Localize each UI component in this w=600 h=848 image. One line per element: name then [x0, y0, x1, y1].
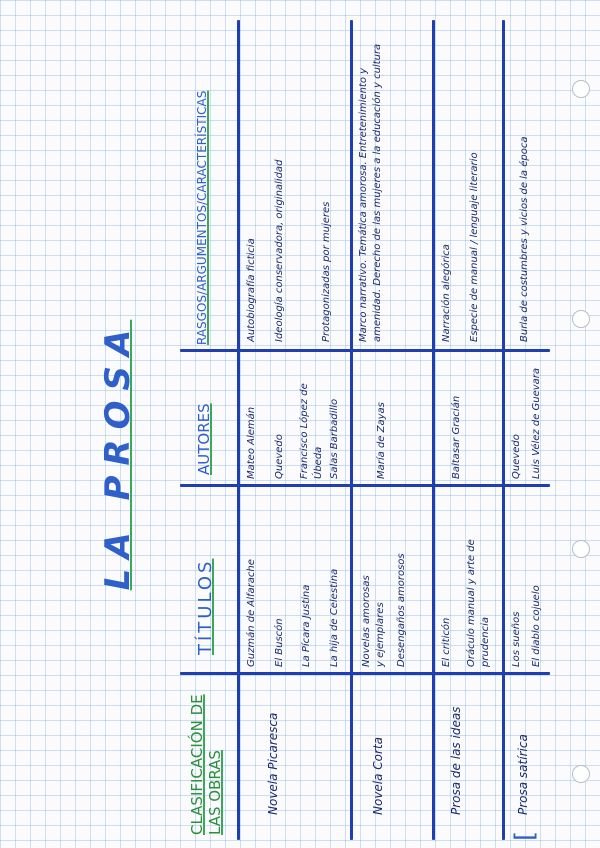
binder-hole [572, 80, 590, 98]
header-clasificacion: CLASIFICACIÓN DE LAS OBRAS [188, 694, 224, 835]
table-cell-rasgos: Marco narrativo. Temática amorosa. Entretenimiento y amenidad. Derecho de las mujeres a la educación y cultura [358, 43, 383, 342]
table-cell-titulo: Guzmán de Alfarache [246, 559, 257, 667]
table-cell-autor: Mateo Alemán [246, 406, 257, 479]
table-cell-titulo: El diablo cojuelo [531, 585, 542, 667]
table-cell-autor: Francisco López de Úbeda [299, 383, 324, 479]
row-divider [350, 20, 353, 840]
rotated-table-sheet [70, 15, 550, 845]
table-cell-autor: Salas Barbadillo [329, 398, 340, 479]
table-cell-titulo: La hija de Celestina [329, 568, 340, 667]
binder-hole [572, 540, 590, 558]
column-divider [180, 672, 550, 675]
page-title: LA PROSA [98, 319, 138, 591]
row-divider [502, 20, 505, 840]
table-cell-autor: María de Zayas [376, 402, 387, 479]
table-cell-rasgos: Protagonizadas por mujeres [321, 201, 332, 342]
category-label: Prosa de las ideas [449, 706, 463, 815]
table-cell-titulo: Los sueños [511, 611, 522, 667]
header-divider [237, 20, 240, 840]
table-cell-titulo: Oráculo manual y arte de prudencia [466, 539, 491, 667]
table-cell-autor: Luis Vélez de Guevara [531, 367, 542, 479]
table-cell-titulo: El criticón [441, 617, 452, 667]
table-cell-rasgos: Burla de costumbres y vicios de la época [519, 136, 530, 342]
column-divider [180, 484, 550, 487]
table-cell-titulo: Desengaños amorosos [396, 553, 407, 667]
table-cell-titulo: La Pícara Justina [301, 584, 312, 667]
table-cell-rasgos: Narración alegórica [441, 244, 452, 342]
category-label: Novela Picaresca [266, 712, 280, 815]
header-autores: AUTORES [195, 403, 213, 475]
binder-hole [572, 765, 590, 783]
header-rasgos: RASGOS/ARGUMENTOS/CARACTERÍSTICAS [195, 90, 209, 345]
table-cell-rasgos: Especie de manual / lenguaje literario [469, 152, 480, 342]
table-cell-autor: Baltasar Gracián [451, 395, 462, 479]
category-label: Prosa satírica [516, 734, 530, 815]
header-titulos: TÍTULOS [195, 558, 216, 655]
category-label: Novela Corta [371, 736, 385, 815]
bracket-mark: [ [510, 830, 540, 841]
column-divider [180, 349, 550, 352]
table-cell-autor: Quevedo [274, 434, 285, 479]
table-cell-rasgos: Ideología conservadora, originalidad [274, 159, 285, 342]
binder-hole [572, 310, 590, 328]
table-cell-autor: Quevedo [511, 434, 522, 479]
row-divider [432, 20, 435, 840]
table-cell-rasgos: Autobiografía ficticia [246, 238, 257, 342]
table-cell-titulo: El Buscón [274, 618, 285, 667]
table-cell-titulo: Novelas amorosas y ejemplares [361, 575, 386, 667]
